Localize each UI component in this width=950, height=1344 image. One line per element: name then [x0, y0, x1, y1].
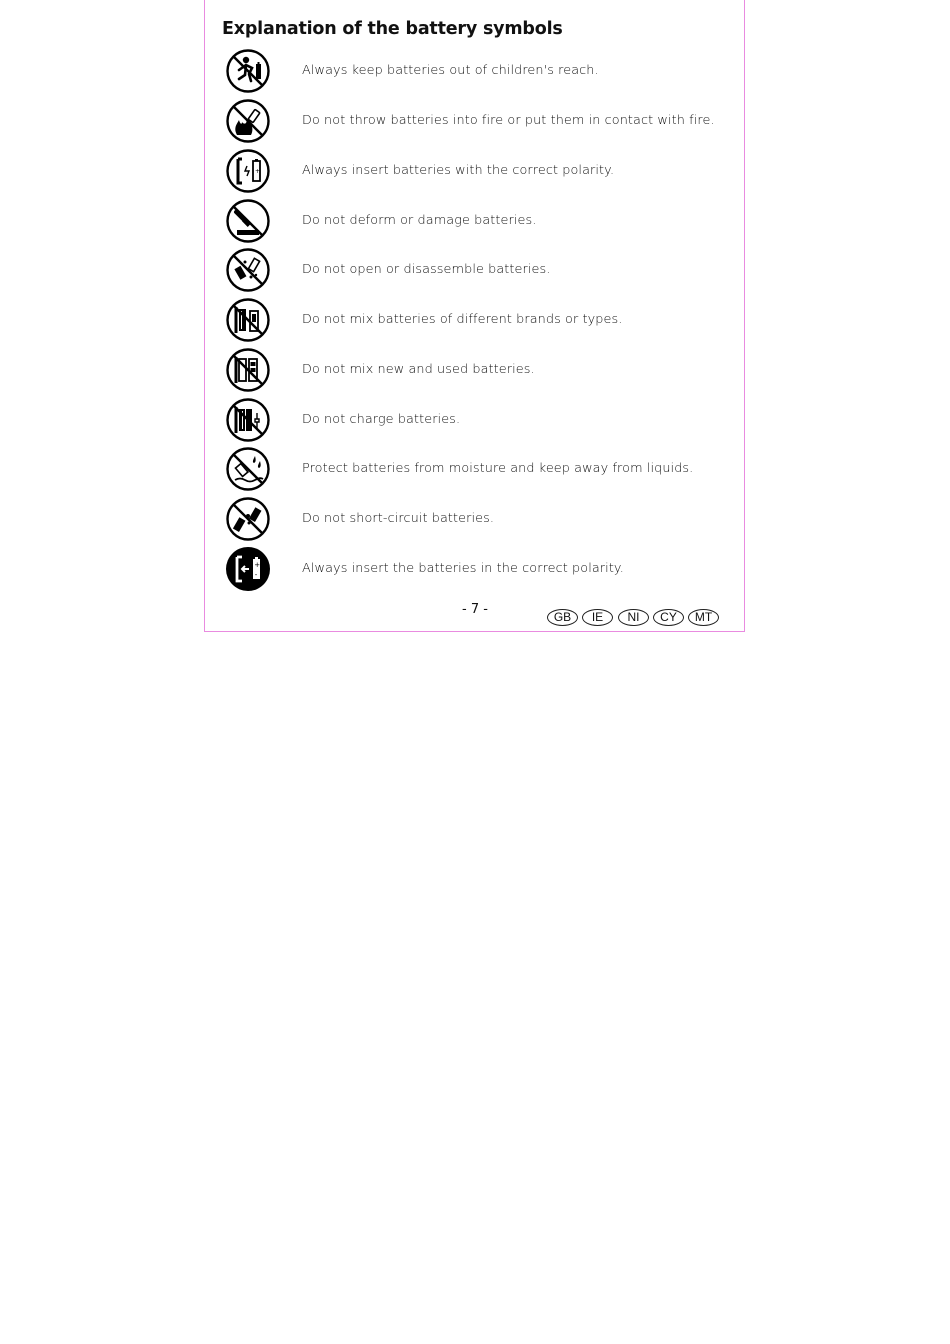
symbol-row	[225, 48, 725, 94]
symbol-row	[225, 198, 725, 244]
country-badge-ni: NI	[618, 609, 649, 626]
country-badge-cy: CY	[653, 609, 684, 626]
symbol-row	[225, 397, 725, 443]
svg-text:-: -	[254, 571, 258, 579]
symbol-text: Protect batteries from moisture and keep away from liquids.	[302, 461, 694, 476]
symbol-row	[225, 148, 725, 194]
symbol-text: Always keep batteries out of children's reach.	[302, 63, 599, 78]
symbol-text: Always insert batteries with the correct polarity.	[302, 163, 615, 178]
symbol-row	[225, 297, 725, 343]
svg-text:+: +	[255, 168, 261, 175]
country-badge-mt: MT	[688, 609, 719, 626]
symbol-text: Do not throw batteries into fire or put them in contact with fire.	[302, 113, 715, 128]
no-mix-new-used-icon	[225, 347, 271, 393]
page-number: - 7 -	[462, 602, 488, 617]
symbol-text: Do not charge batteries.	[302, 412, 461, 427]
symbol-row	[225, 347, 725, 393]
symbol-row	[225, 247, 725, 293]
no-short-circuit-icon	[225, 496, 271, 542]
page-title: Explanation of the battery symbols	[222, 19, 563, 39]
symbol-row	[225, 496, 725, 542]
polarity-icon	[225, 148, 271, 194]
no-disassemble-icon	[225, 247, 271, 293]
symbol-row	[225, 546, 725, 592]
symbol-text: Do not mix new and used batteries.	[302, 362, 535, 377]
country-badge-gb: GB	[547, 609, 578, 626]
symbol-row	[225, 98, 725, 144]
correct-polarity-icon	[225, 546, 271, 592]
symbol-text: Do not deform or damage batteries.	[302, 213, 537, 228]
no-fire-icon	[225, 98, 271, 144]
children-reach-icon	[225, 48, 271, 94]
no-charge-icon	[225, 397, 271, 443]
symbol-text: Always insert the batteries in the correct polarity.	[302, 561, 624, 576]
country-badge-ie: IE	[582, 609, 613, 626]
symbol-row	[225, 446, 725, 492]
symbol-text: Do not mix batteries of different brands or types.	[302, 312, 623, 327]
no-deform-icon	[225, 198, 271, 244]
svg-text:+: +	[254, 561, 261, 569]
symbol-text: Do not open or disassemble batteries.	[302, 262, 551, 277]
no-moisture-icon	[225, 446, 271, 492]
no-mix-brands-icon	[225, 297, 271, 343]
symbol-text: Do not short-circuit batteries.	[302, 511, 495, 526]
